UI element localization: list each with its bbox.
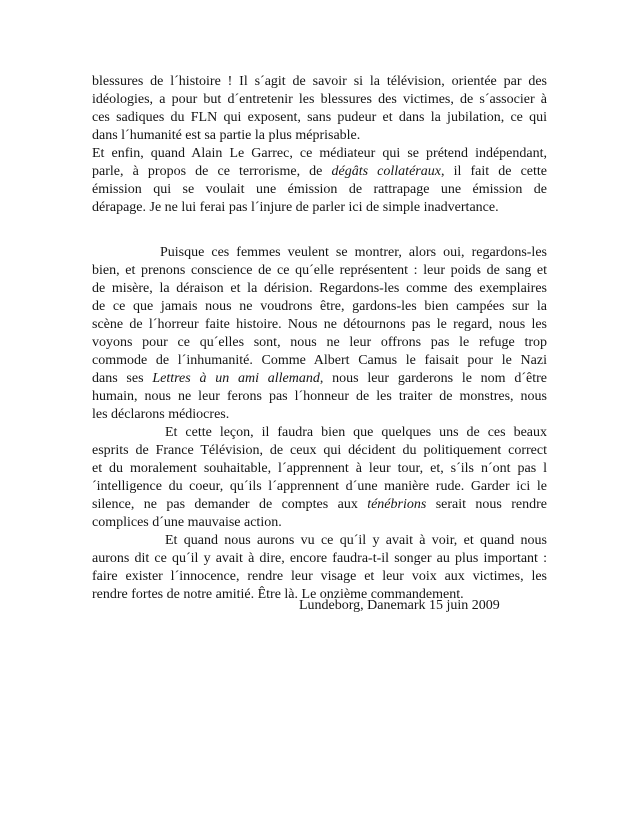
text-line: Et quand nous aurons vu ce qu´il y avait à voir, et quand nous [165, 533, 547, 548]
text-line: voyons pour ce qu´elles sont, nous ne leur offrons pas le refuge trop [92, 335, 547, 350]
text-line: aurons dit ce qu´il y avait à dire, encore faudra-t-il songer au plus important : [92, 551, 547, 566]
text-line: dérapage. Je ne lui ferai pas l´injure de parler ici de simple inadvertance. [92, 200, 499, 215]
text-line: Et enfin, quand Alain Le Garrec, ce médiateur qui se prétend indépendant, [92, 146, 547, 161]
text-line: scène de l´horreur faite histoire. Nous ne détournons pas le regard, nous les [92, 317, 547, 332]
text-line [92, 163, 547, 181]
text-line: bien, et prenons conscience de ce qu´elle représentent : leur poids de sang et [92, 263, 547, 278]
text-line: Puisque ces femmes veulent se montrer, alors oui, regardons-les [160, 245, 547, 260]
text-run: parle, à propos de ce terrorisme, de [92, 164, 332, 179]
signature-line: Lundeborg, Danemark 15 juin 2009 [299, 598, 500, 613]
paragraph-opening [92, 73, 547, 217]
italic-phrase: Lettres à un ami allemand [152, 371, 320, 386]
text-line: dans l´humanité est sa partie la plus méprisable. [92, 128, 361, 143]
text-line [92, 370, 547, 388]
text-line: ces sadiques du FLN qui exposent, sans pudeur et dans la jubilation, ce qui [92, 110, 547, 125]
text-line: esprits de France Télévision, de ceux qui décident du politiquement correct [92, 443, 547, 458]
text-line: humain, nous ne leur ferons pas l´honneur de les traiter de monstres, nous [92, 389, 547, 404]
text-line: commode de l´inhumanité. Comme Albert Camus le faisait pour le Nazi [92, 353, 547, 368]
text-line: émission qui se voulait une émission de rattrapage une émission de [92, 182, 547, 197]
text-run: serait nous rendre [426, 497, 547, 512]
text-run: , nous leur garderons le nom d´être [319, 371, 547, 386]
text-line: blessures de l´histoire ! Il s´agit de savoir si la télévision, orientée par des [92, 74, 547, 89]
text-run: silence, ne pas demander de comptes aux [92, 497, 368, 512]
text-line: et du moralement souhaitable, l´apprennent à leur tour, et, s´ils n´ont pas l [92, 461, 547, 476]
text-line: les déclarons médiocres. [92, 407, 230, 422]
text-run: dans ses [92, 371, 153, 386]
text-line: Et cette leçon, il faudra bien que quelques uns de ces beaux [165, 425, 547, 440]
text-line: faire exister l´innocence, rendre leur visage et leur voix aux victimes, les [92, 569, 547, 584]
text-line [92, 496, 547, 514]
text-line: de ce que jamais nous ne voudrons être, gardons-les bien campées sur la [92, 299, 547, 314]
paragraph-main [92, 244, 547, 604]
text-line: ´intelligence du coeur, qu´ils l´apprennent d´une manière rude. Garder ici le [92, 479, 547, 494]
italic-phrase: ténébrions [367, 497, 427, 512]
text-line: rendre fortes de notre amitié. Être là. Le onzième commandement. [92, 587, 464, 602]
italic-phrase: dégâts collatéraux [331, 164, 441, 179]
text-line: de misère, la déraison et la dérision. Regardons-les comme des exemplaires [92, 281, 547, 296]
text-line: complices d´une mauvaise action. [92, 515, 282, 530]
text-run: , il fait de cette [440, 164, 547, 179]
text-line: idéologies, a pour but d´entretenir les blessures des victimes, de s´associer à [92, 92, 547, 107]
